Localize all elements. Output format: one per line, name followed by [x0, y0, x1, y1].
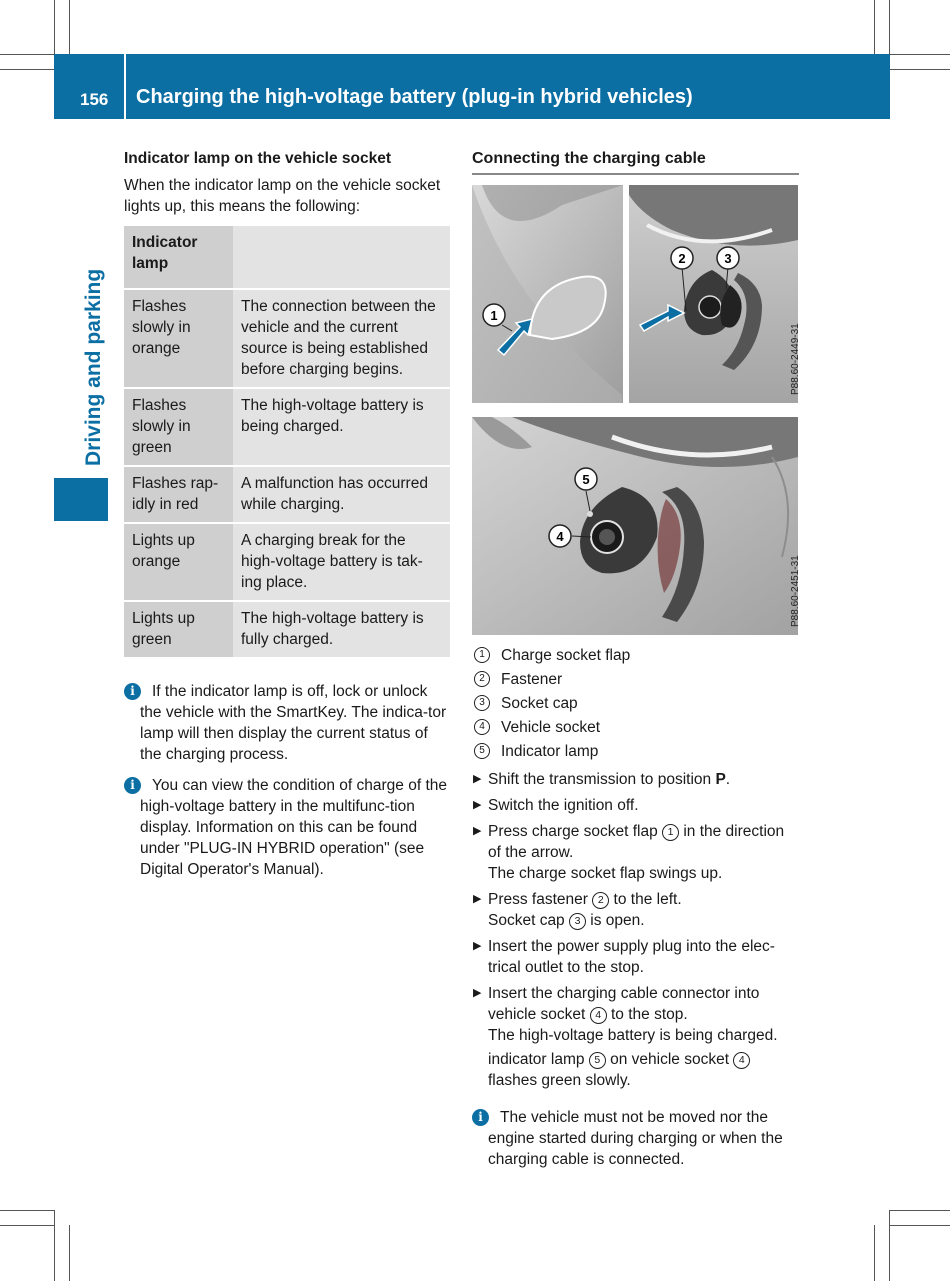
figure-charge-flap — [472, 185, 801, 403]
inline-callout: 2 — [592, 892, 609, 909]
table-header-row — [124, 226, 450, 289]
legend-number: 4 — [474, 719, 490, 735]
indicator-lamp-table — [124, 226, 450, 659]
step-item — [472, 936, 799, 978]
callout-1 — [483, 304, 505, 326]
step-text: . — [725, 771, 731, 788]
crop-mark — [890, 1225, 950, 1226]
lamp-meaning: The high-voltage battery is being charged. — [233, 388, 450, 466]
instruction-steps — [472, 769, 799, 1091]
section-heading: Connecting the charging cable — [472, 148, 799, 175]
step-text: Switch the ignition off. — [488, 797, 639, 814]
step-item — [472, 795, 799, 816]
crop-mark — [890, 1210, 950, 1211]
step-text: in the direction of the arrow. — [488, 823, 785, 861]
header-divider — [124, 54, 126, 119]
step-text: is open. — [586, 912, 645, 929]
info-note — [124, 775, 451, 880]
legend-label: Indicator lamp — [501, 742, 599, 760]
legend-number: 2 — [474, 671, 490, 687]
svg-text:2: 2 — [678, 251, 686, 266]
inline-callout: 5 — [589, 1052, 606, 1069]
callout-5 — [575, 468, 597, 490]
page-title: Charging the high-voltage battery (plug-in hybrid vehicles) — [136, 86, 693, 108]
step-text: Socket cap — [488, 912, 569, 929]
step-text: on vehicle socket — [605, 1051, 734, 1068]
note-text: The vehicle must not be moved nor the engine started during charging or when the charging cable is connected. — [488, 1109, 783, 1168]
arrow-right-icon: ▶ — [473, 987, 482, 999]
lamp-state: Flashes slowly in orange — [124, 289, 233, 388]
lamp-meaning: The connection between the vehicle and the current source is being established before charging begins. — [233, 289, 450, 388]
lamp-state: Flashes slowly in green — [124, 388, 233, 466]
lamp-state: Flashes rap-idly in red — [124, 466, 233, 523]
list-item — [472, 667, 799, 691]
figure-code: P88.60-2449-31 — [790, 323, 801, 395]
crop-mark — [54, 1210, 55, 1281]
crop-mark — [69, 0, 70, 54]
crop-mark — [890, 69, 950, 70]
table-header-cell: Indicator lamp — [124, 226, 233, 289]
info-note — [124, 681, 451, 765]
inline-callout: 4 — [733, 1052, 750, 1069]
step-item — [472, 821, 799, 884]
lamp-meaning: A charging break for the high-voltage battery is tak-ing place. — [233, 523, 450, 601]
table-header-empty — [233, 226, 450, 289]
step-text: indicator lamp — [488, 1051, 589, 1068]
lamp-state: Lights up orange — [124, 523, 233, 601]
info-icon: i — [472, 1109, 489, 1126]
list-item — [472, 715, 799, 739]
inline-callout: 4 — [590, 1007, 607, 1024]
step-text: to the stop. — [606, 1006, 688, 1023]
callout-3 — [717, 247, 739, 269]
figure-illustration — [472, 185, 798, 403]
arrow-right-icon: ▶ — [473, 940, 482, 952]
svg-text:5: 5 — [582, 472, 590, 487]
list-item — [472, 691, 799, 715]
arrow-right-icon: ▶ — [473, 799, 482, 811]
step-emphasis: P — [715, 771, 726, 788]
info-icon: i — [124, 777, 141, 794]
list-item — [472, 739, 799, 763]
crop-mark — [889, 1210, 890, 1281]
crop-mark — [54, 0, 55, 54]
arrow-right-icon: ▶ — [473, 893, 482, 905]
crop-mark — [890, 54, 950, 55]
left-column — [124, 148, 451, 880]
side-tab-marker — [54, 478, 108, 521]
table-row — [124, 466, 450, 523]
info-note — [472, 1107, 799, 1170]
lamp-meaning: A malfunction has occurred while charging. — [233, 466, 450, 523]
step-result: The high-voltage battery is being charged. — [488, 1027, 778, 1044]
right-column — [472, 148, 799, 1170]
callout-2 — [671, 247, 693, 269]
section-heading: Indicator lamp on the vehicle socket — [124, 150, 392, 167]
inline-callout: 3 — [569, 913, 586, 930]
figure-legend — [472, 643, 799, 763]
step-item — [472, 769, 799, 790]
figure-illustration — [472, 417, 798, 635]
step-text: Shift the transmission to position — [488, 771, 716, 788]
crop-mark — [889, 0, 890, 54]
svg-text:4: 4 — [556, 529, 564, 544]
step-text: Insert the power supply plug into the elec-trical outlet to the stop. — [488, 938, 775, 976]
step-item — [472, 983, 799, 1091]
legend-label: Fastener — [501, 670, 563, 688]
svg-text:3: 3 — [724, 251, 732, 266]
info-icon: i — [124, 683, 141, 700]
step-text: Press fastener — [488, 891, 593, 908]
step-item — [472, 889, 799, 931]
legend-number: 5 — [474, 743, 490, 759]
legend-number: 3 — [474, 695, 490, 711]
note-text: You can view the condition of charge of the high-voltage battery in the multifunc-tion display. Information on this can be found under "PLUG-IN HYBRID operation" (see Digital Operator's Manual). — [140, 777, 447, 878]
crop-mark — [874, 0, 875, 54]
lamp-meaning: The high-voltage battery is fully charged. — [233, 601, 450, 658]
lamp-state: Lights up green — [124, 601, 233, 658]
step-result — [488, 1049, 799, 1091]
arrow-right-icon: ▶ — [473, 773, 482, 785]
step-text: to the left. — [609, 891, 682, 908]
crop-mark — [69, 1225, 70, 1281]
figure-code: P88.60-2451-31 — [790, 555, 801, 627]
step-text: Press charge socket flap — [488, 823, 663, 840]
legend-number: 1 — [474, 647, 490, 663]
list-item — [472, 643, 799, 667]
crop-mark — [0, 54, 54, 55]
step-text: Insert the charging cable connector into vehicle socket — [488, 985, 760, 1023]
figure-vehicle-socket — [472, 417, 801, 635]
svg-text:1: 1 — [490, 308, 498, 323]
crop-mark — [0, 69, 54, 70]
legend-label: Socket cap — [501, 694, 578, 712]
crop-mark — [0, 1225, 54, 1226]
callout-4 — [549, 525, 571, 547]
step-result — [488, 910, 799, 931]
legend-label: Charge socket flap — [501, 646, 631, 664]
table-row — [124, 523, 450, 601]
arrow-right-icon: ▶ — [473, 825, 482, 837]
crop-mark — [0, 1210, 54, 1211]
intro-text: When the indicator lamp on the vehicle socket lights up, this means the following: — [124, 177, 441, 215]
note-text: If the indicator lamp is off, lock or unlock the vehicle with the SmartKey. The indica-tor lamp will then display the current status of the charging process. — [140, 683, 447, 763]
page-number: 156 — [80, 90, 109, 109]
step-result: The charge socket flap swings up. — [488, 865, 723, 882]
step-text: flashes green slowly. — [488, 1072, 631, 1089]
table-row — [124, 289, 450, 388]
side-tab-label: Driving and parking — [82, 268, 105, 466]
table-row — [124, 601, 450, 658]
crop-mark — [874, 1225, 875, 1281]
table-row — [124, 388, 450, 466]
legend-label: Vehicle socket — [501, 718, 601, 736]
inline-callout: 1 — [662, 824, 679, 841]
